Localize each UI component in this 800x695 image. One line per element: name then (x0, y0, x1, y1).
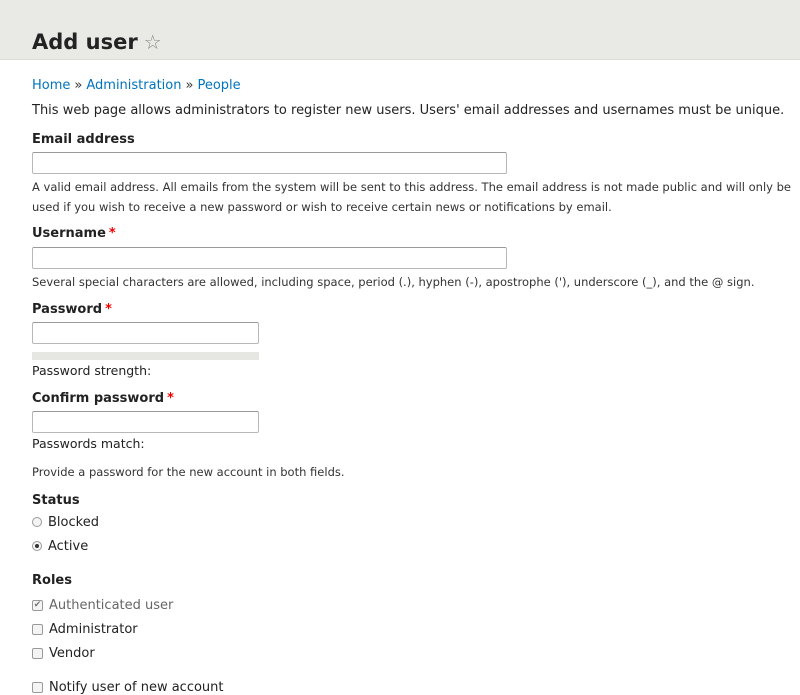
status-label: Status (32, 493, 80, 508)
confirm-password-field[interactable] (32, 411, 259, 433)
username-field[interactable] (32, 247, 507, 269)
breadcrumb-home-link[interactable]: Home (32, 78, 71, 93)
email-description-line-1: A valid email address. All emails from the system will be sent to this address. The email address is not made public and will only be (32, 180, 791, 194)
notify-user-option[interactable] (32, 679, 224, 695)
role-option-authenticated-user (32, 597, 173, 613)
breadcrumb-people-link[interactable]: People (197, 78, 241, 93)
password-label-text: Password (32, 302, 103, 317)
confirm-password-label (32, 391, 174, 406)
password-strength-label: Password strength: (32, 363, 152, 378)
username-label-text: Username (32, 226, 106, 241)
breadcrumb-administration-link[interactable]: Administration (86, 78, 182, 93)
breadcrumb (32, 78, 241, 93)
role-option-administrator[interactable] (32, 621, 138, 637)
role-option-label: Vendor (49, 645, 95, 661)
status-option-active[interactable] (32, 538, 88, 554)
status-option-blocked[interactable] (32, 514, 99, 530)
radio-button[interactable] (32, 517, 42, 527)
required-marker: * (167, 391, 174, 406)
checkbox[interactable] (32, 682, 43, 693)
password-field[interactable] (32, 322, 259, 344)
required-marker: * (108, 226, 116, 241)
email-field[interactable] (32, 152, 507, 174)
username-label (32, 226, 116, 241)
role-option-label: Authenticated user (49, 597, 174, 613)
password-help-text: Provide a password for the new account in both fields. (32, 465, 345, 479)
password-label (32, 302, 112, 317)
checkbox[interactable] (32, 624, 43, 635)
required-marker: * (105, 302, 112, 317)
role-option-label: Administrator (49, 621, 138, 637)
password-strength-bar (32, 352, 259, 360)
username-description: Several special characters are allowed, including space, period (.), hyphen (-), apostrophe ('), underscore (_), and the @ sign. (32, 275, 755, 289)
radio-button-checked[interactable] (32, 541, 42, 551)
intro-text: This web page allows administrators to register new users. Users' email addresses and usernames must be unique. (32, 103, 785, 118)
roles-label: Roles (32, 573, 72, 588)
checkbox[interactable] (32, 648, 43, 659)
page-title (32, 28, 162, 56)
email-description (32, 177, 800, 217)
status-option-label: Active (48, 538, 89, 554)
breadcrumb-separator: » (74, 78, 83, 93)
email-label (32, 132, 135, 147)
notify-user-label: Notify user of new account (49, 679, 224, 695)
passwords-match-label: Passwords match: (32, 436, 145, 451)
page-title-text: Add user (32, 30, 138, 54)
star-icon[interactable]: ☆ (143, 30, 162, 54)
checkbox-checked-disabled: ✔ (33, 599, 42, 610)
email-description-line-2: used if you wish to receive a new password or wish to receive certain news or notifications by email. (32, 200, 612, 214)
role-option-vendor[interactable] (32, 645, 95, 661)
status-option-label: Blocked (48, 514, 99, 530)
page-header (0, 0, 800, 60)
email-label-text: Email address (32, 132, 135, 147)
confirm-password-label-text: Confirm password (32, 391, 165, 406)
breadcrumb-separator: » (185, 78, 194, 93)
